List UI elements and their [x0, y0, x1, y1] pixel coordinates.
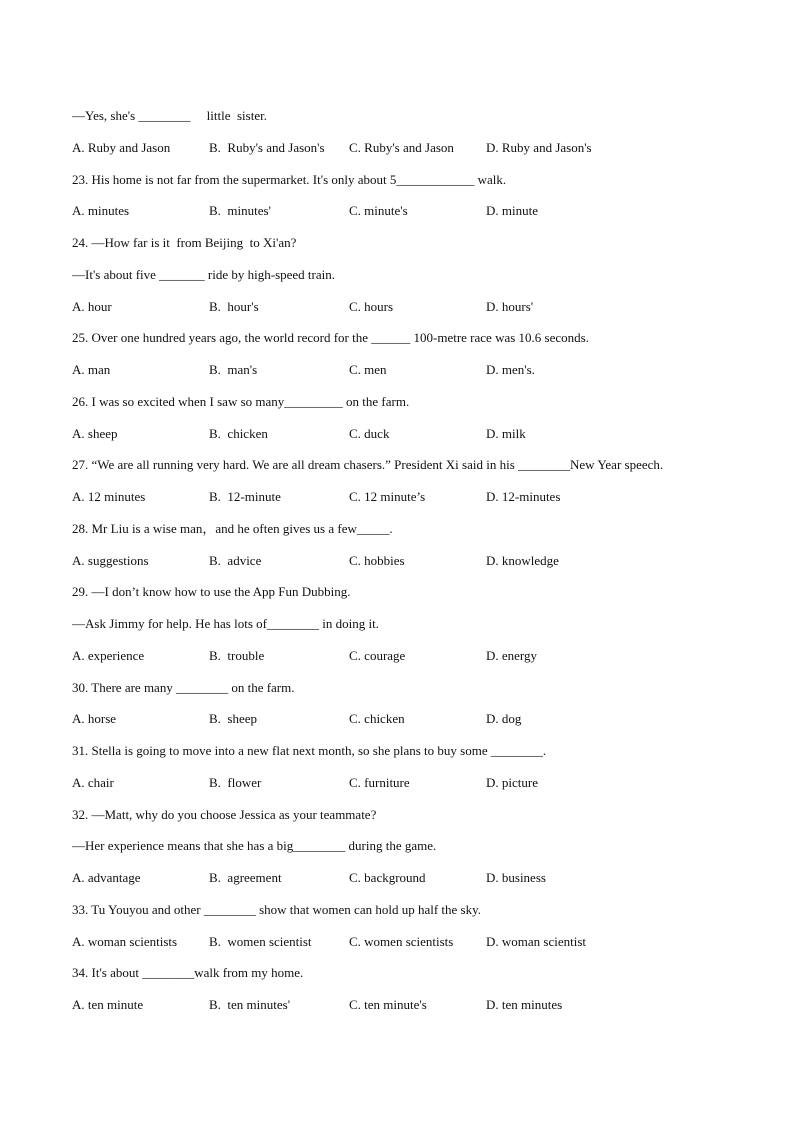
answer-option-d: D. milk — [486, 425, 526, 441]
answer-option-a: A. suggestions — [72, 552, 149, 568]
answer-option-a: A. man — [72, 362, 111, 377]
question-text: 30. There are many ________ on the farm. — [72, 679, 295, 695]
answer-option-c: C. men — [349, 362, 387, 377]
answer-option-b: B. ten minutes' — [209, 997, 291, 1012]
answer-option-c: C. background — [349, 870, 426, 885]
question-text: 33. Tu Youyou and other ________ show that women can hold up half the sky. — [72, 901, 482, 917]
question-text: —It's about five _______ ride by high-speed train. — [72, 266, 336, 282]
answer-option-d: D. knowledge — [486, 552, 559, 568]
answer-option-b: B. man's — [209, 362, 258, 377]
answer-option-a: A. woman scientists — [72, 933, 178, 949]
answer-option-b: B. women scientist — [209, 933, 312, 949]
answer-options — [72, 870, 732, 886]
answer-option-d: D. minute — [486, 203, 538, 219]
question-text: 28. Mr Liu is a wise man，and he often gives us a few_____. — [72, 520, 393, 536]
answer-options — [72, 553, 732, 569]
answer-options — [72, 775, 732, 791]
answer-option-a: A. minutes — [72, 203, 130, 219]
answer-option-b: B. agreement — [209, 870, 282, 885]
question-text: 27. “We are all running very hard. We are all dream chasers.” President Xi said in his ________New Year speech. — [72, 457, 664, 473]
answer-options — [72, 203, 732, 219]
answer-options — [72, 997, 732, 1013]
answer-option-c: C. minute's — [349, 203, 408, 219]
question-text: —Her experience means that she has a big________ during the game. — [72, 838, 437, 854]
answer-option-d: D. 12-minutes — [486, 489, 561, 504]
answer-options — [72, 489, 732, 505]
answer-option-b: B. trouble — [209, 647, 265, 663]
answer-option-a: A. horse — [72, 711, 117, 727]
answer-option-c: C. hobbies — [349, 552, 405, 568]
answer-option-a: A. hour — [72, 298, 112, 314]
answer-option-c: C. chicken — [349, 711, 405, 727]
answer-option-a: A. experience — [72, 647, 145, 663]
answer-option-b: B. flower — [209, 774, 262, 790]
answer-options — [72, 299, 732, 315]
answer-option-b: B. hour's — [209, 298, 259, 314]
answer-option-d: D. energy — [486, 647, 538, 663]
answer-option-a: A. advantage — [72, 870, 141, 885]
answer-option-c: C. Ruby's and Jason — [349, 139, 454, 155]
answer-options — [72, 362, 732, 378]
answer-options — [72, 648, 732, 664]
answer-options — [72, 426, 732, 442]
answer-option-a: A. Ruby and Jason — [72, 139, 171, 155]
question-text: 26. I was so excited when I saw so many_________ on the farm. — [72, 393, 410, 409]
answer-option-c: C. ten minute's — [349, 997, 427, 1012]
question-text: 23. His home is not far from the supermarket. It's only about 5____________ walk. — [72, 171, 507, 187]
answer-option-d: D. men's. — [486, 362, 535, 377]
answer-option-d: D. business — [486, 870, 546, 885]
question-text: 31. Stella is going to move into a new flat next month, so she plans to buy some ________. — [72, 743, 547, 758]
answer-option-c: C. courage — [349, 647, 406, 663]
question-text: 25. Over one hundred years ago, the world record for the ______ 100-metre race was 10.6 seconds. — [72, 330, 589, 346]
answer-option-b: B. 12-minute — [209, 489, 281, 504]
question-text: —Yes, she's ________ little sister. — [72, 108, 267, 123]
answer-option-d: D. dog — [486, 711, 522, 727]
answer-option-c: C. 12 minute’s — [349, 489, 426, 504]
answer-option-c: C. women scientists — [349, 933, 454, 949]
answer-option-b: B. chicken — [209, 425, 268, 441]
answer-option-b: B. Ruby's and Jason's — [209, 139, 325, 155]
answer-option-b: B. sheep — [209, 711, 258, 727]
question-text: 29. —I don’t know how to use the App Fun Dubbing. — [72, 584, 351, 600]
answer-options — [72, 711, 732, 727]
answer-option-a: A. ten minute — [72, 997, 144, 1012]
answer-options — [72, 140, 732, 156]
answer-option-d: D. Ruby and Jason's — [486, 139, 592, 155]
question-text: 24. —How far is it from Beijing to Xi'an? — [72, 235, 297, 250]
answer-option-a: A. sheep — [72, 425, 118, 441]
question-text: 34. It's about ________walk from my home. — [72, 965, 304, 981]
question-text: —Ask Jimmy for help. He has lots of________ in doing it. — [72, 616, 379, 631]
answer-option-c: C. furniture — [349, 774, 410, 790]
answer-option-c: C. hours — [349, 298, 394, 314]
question-text: 32. —Matt, why do you choose Jessica as your teammate? — [72, 806, 377, 822]
answer-option-b: B. advice — [209, 552, 262, 568]
answer-option-a: A. 12 minutes — [72, 489, 146, 504]
answer-options — [72, 934, 732, 950]
answer-option-d: D. picture — [486, 774, 538, 790]
answer-option-b: B. minutes' — [209, 203, 271, 219]
answer-option-c: C. duck — [349, 425, 390, 441]
answer-option-d: D. woman scientist — [486, 933, 587, 949]
answer-option-d: D. ten minutes — [486, 997, 563, 1012]
answer-option-d: D. hours' — [486, 298, 534, 314]
answer-option-a: A. chair — [72, 774, 114, 790]
